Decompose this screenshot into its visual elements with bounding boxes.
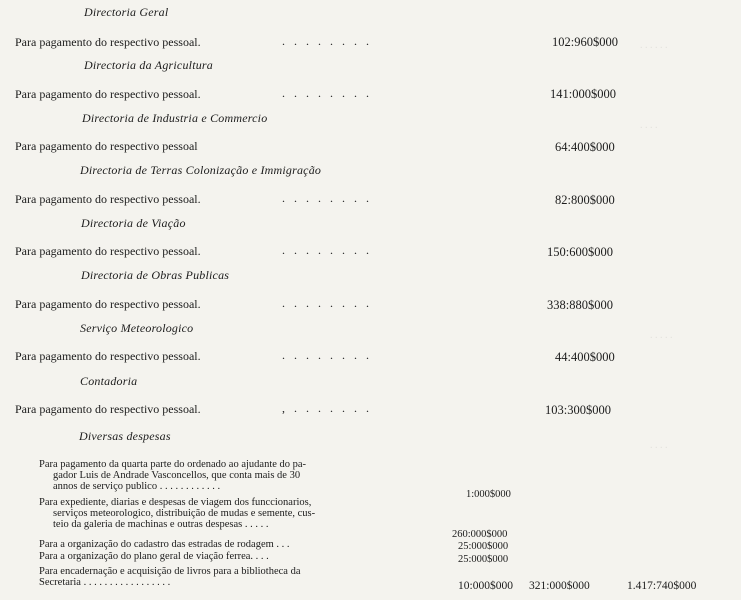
expense-entry: Para a organização do cadastro das estradas de rodagem . . . [39, 539, 290, 550]
expense-entry: Para a organização do plano geral de viação ferrea. . . . [39, 551, 269, 562]
entry-amount: 260:000$000 [452, 529, 508, 540]
amount: 338:880$000 [547, 298, 613, 312]
entry-line: Para expediente, diarias e despesas de viagem dos funccionarios, [39, 497, 312, 508]
amount: 44:400$000 [555, 350, 615, 364]
amount: 82:800$000 [555, 193, 615, 207]
item-text: Para pagamento do respectivo pessoal [15, 139, 198, 153]
subtotal-amount: 321:000$000 [529, 580, 590, 592]
document-page: . . . . . . . . . . . . . . . . . . . Directoria Geral Para pagamento do respectivo pessoal. . . . . . . . . 102:960$000 Directoria da Agricultura Para pagamento do respectivo pessoal. . . . . . . . . 141:000$000 Directoria de Industria e Commercio Para pagamento do respectivo pessoal 64:400$000 Directoria de Terras Colonização e Immigração Para pagamento do respectivo pessoal. . . . . . . . . 82:800$000 Directoria de Viação Para pagamento do respectivo pessoal. . . . . . . . . 150:600$000 Directoria de Obras Publicas Para pagamento do respectivo pessoal. . . . . . . . . 338:880$000 Serviço Meteorologico Para pagamento do respectivo pessoal. . . . . . . . . 44:400$000 Contadoria Para pagamento do respectivo pessoal. , . . . . . . . 103:300$000 Diversas despesas Para pagamento da quarta parte do ordenado ao ajudante do pa- gador Luis de Andrade Vasconcellos, que conta mais de 30 annos de serviço publico . . . . . . . . . . . . 1:000$000 Para expediente, diarias e despesas de viagem dos funccionarios, serviços meteorologico, distribuição de mudas e semente, cus- teio da galeria de machinas e outras despesas . . . . . 260:000$000 Para a organização do cadastro das estradas de rodagem . . . 25:000$000 Para a organização do plano geral de viação ferrea. . . . 25:000$000 Para encadernação e acquisição de livros para a bibliotheca da Secretaria . . . . . . . . . . . . . . . . . 10:000$000 321:000$000 1.417:740$000 [15, 5, 697, 592]
amount: 64:400$000 [555, 140, 615, 154]
entry-line: Para pagamento da quarta parte do ordenado ao ajudante do pa- [39, 459, 307, 470]
entry-line: annos de serviço publico . . . . . . . . . . . . [53, 481, 221, 492]
section-heading: Directoria de Terras Colonização e Immigração [80, 163, 322, 177]
section-heading: Contadoria [80, 374, 138, 388]
section-heading: Directoria da Agricultura [84, 58, 213, 72]
leader-dots: . . . . . . . . [282, 191, 372, 205]
item-text: Para pagamento do respectivo pessoal. [15, 349, 201, 363]
expense-entry [39, 459, 306, 492]
entry-amount: 10:000$000 [458, 580, 513, 592]
entry-amount: 1:000$000 [466, 489, 511, 500]
leader-dots: . . . . . . . . [282, 243, 372, 257]
entry-line: gador Luis de Andrade Vasconcellos, que conta mais de 30 [53, 470, 301, 481]
leader-dots: . . . . . . . . [282, 348, 372, 362]
item-text: Para pagamento do respectivo pessoal. [15, 297, 201, 311]
leader-dots: . . . . . . . . [282, 86, 372, 100]
entry-amount: 25:000$000 [458, 554, 509, 565]
entry-line: Para encadernação e acquisição de livros para a bibliotheca da [39, 566, 301, 577]
section-heading: Directoria de Industria e Commercio [82, 111, 268, 125]
section-heading: Directoria de Viação [81, 216, 186, 230]
amount: 103:300$000 [545, 403, 611, 417]
section-heading: Directoria de Obras Publicas [81, 268, 230, 282]
leader-dots: . . . . . . . . [282, 34, 372, 48]
item-text: Para pagamento do respectivo pessoal. [15, 244, 201, 258]
section-heading: Directoria Geral [84, 5, 169, 19]
entry-line: teio da galeria de machinas e outras despesas . . . . . [53, 519, 269, 530]
amount: 141:000$000 [550, 87, 616, 101]
section-heading: Diversas despesas [79, 429, 171, 443]
item-text: Para pagamento do respectivo pessoal. [15, 402, 201, 416]
amount: 102:960$000 [552, 35, 618, 49]
section-heading: Serviço Meteorologico [80, 321, 194, 335]
item-text: Para pagamento do respectivo pessoal. [15, 87, 201, 101]
leader-dots: . . . . . . . . [282, 296, 372, 310]
grand-total-amount: 1.417:740$000 [627, 580, 697, 592]
item-text: Para pagamento do respectivo pessoal. [15, 192, 201, 206]
expense-entry [39, 566, 301, 588]
entry-amount: 25:000$000 [458, 541, 509, 552]
leader-dots: , . . . . . . . [282, 401, 372, 415]
entry-line: serviços meteorologico, distribuição de mudas e semente, cus- [53, 508, 316, 519]
amount: 150:600$000 [547, 245, 613, 259]
item-text: Para pagamento do respectivo pessoal. [15, 35, 201, 49]
entry-line: Secretaria . . . . . . . . . . . . . . . . . [39, 577, 171, 588]
expense-entry [39, 497, 315, 530]
